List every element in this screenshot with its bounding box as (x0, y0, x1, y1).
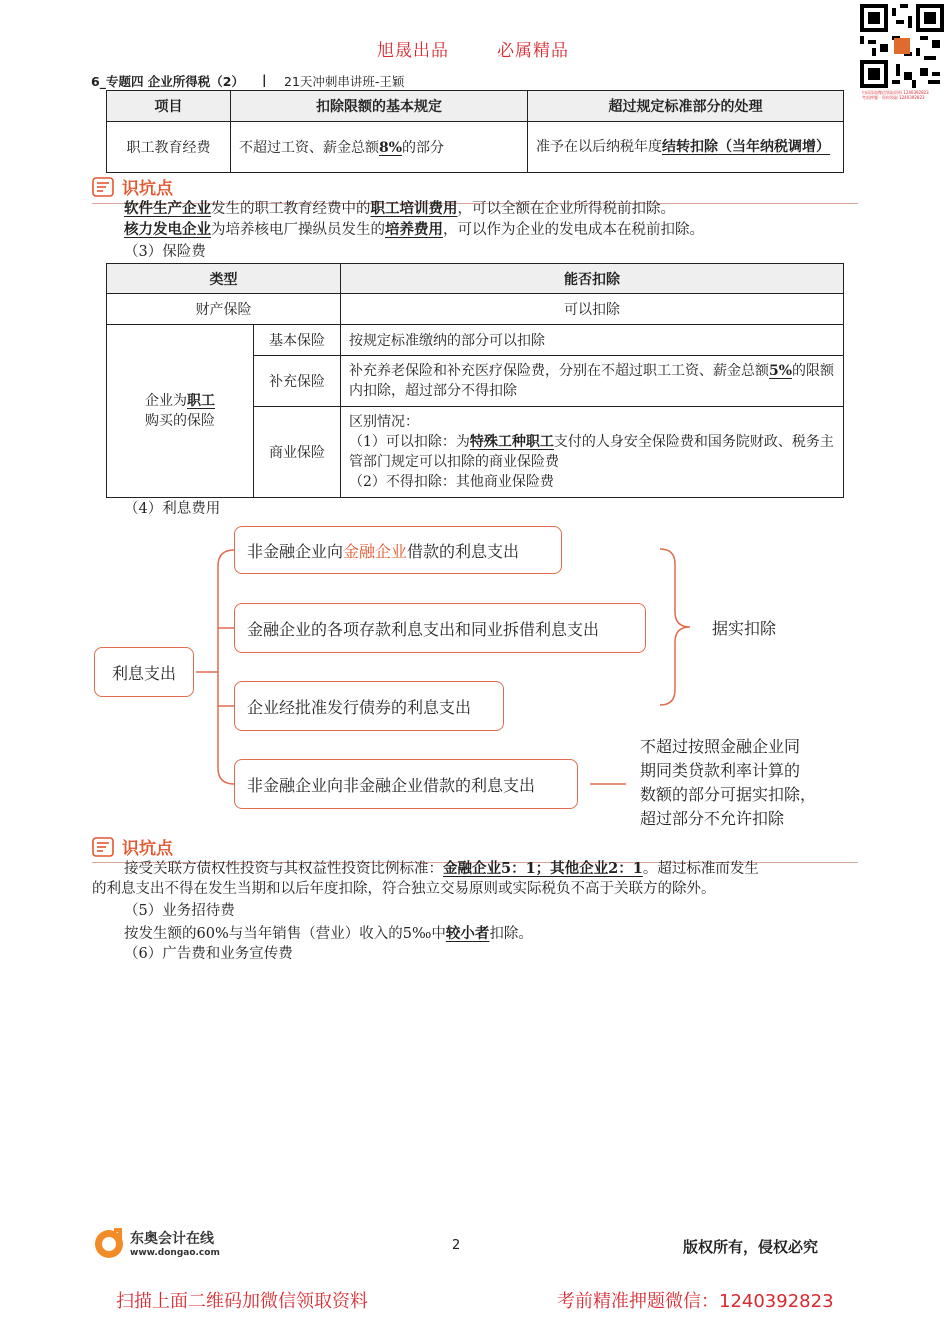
cell-item: 职工教育经费 (107, 122, 231, 173)
cell-property-label: 财产保险 (107, 294, 341, 325)
diagram-item-1: 非金融企业向 金融企业 借款的利息支出 (234, 526, 562, 574)
footer-qr-note: 扫描上面二维码加微信领取资料 (116, 1291, 368, 1312)
footer-wechat: 考前精准押题微信：1240392823 (557, 1291, 834, 1312)
cell-basic-value: 按规定标准缴纳的部分可以扣除 (341, 325, 844, 356)
cell-commercial-value: 区别情况： （1）可以扣除：为特殊工种职工支付的人身安全保险费和国务院财政、税务主管部门规定可以扣除的商业保险费 （2）不得扣除：其他商业保险费 (341, 407, 844, 498)
cell-supplement-value: 补充养老保险和补充医疗保险费，分别在不超过职工工资、薪金总额5%的限额内扣除，超过部分不得扣除 (341, 356, 844, 407)
trap-heading-2: 识坑点 (92, 834, 173, 859)
col-header-excess: 超过规定标准部分的处理 (528, 91, 844, 122)
copyright: 版权所有，侵权必究 (683, 1238, 819, 1256)
brand-right: 必属精品 (497, 41, 569, 61)
section-5-text: 按发生额的60%与当年销售（营业）收入的5‰中较小者扣除。 (124, 925, 533, 942)
page-number: 2 (452, 1238, 461, 1253)
note-icon (92, 837, 114, 857)
chapter-title: 6_专题四 企业所得税（2） (91, 74, 244, 89)
section-6-heading: （6）广告费和业务宣传费 (124, 946, 293, 962)
header-separator: | (262, 72, 267, 87)
diagram-item4-result: 不超过按照金融企业同 期同类贷款利率计算的 数额的部分可据实扣除， 超过部分不允许扣除 (640, 737, 817, 828)
course-title: 21天冲刺串讲班-王颖 (284, 74, 405, 89)
cell-rule: 不超过工资、薪金总额8%的部分 (231, 122, 528, 173)
diagram-item-2: 金融企业的各项存款利息支出和同业拆借利息支出 (234, 603, 646, 653)
cell-handling: 准予在以后纳税年度结转扣除（当年纳税调增） (528, 122, 844, 173)
dongao-logo-icon (92, 1226, 126, 1260)
trap2-line1: 接受关联方债权性投资与其权益性投资比例标准：金融企业5：1；其他企业2：1。超过标准而发生 (124, 860, 759, 877)
trap-heading-1: 识坑点 (92, 174, 173, 199)
dongao-logo: 东奥会计在线 www.dongao.com (92, 1226, 220, 1260)
cell-basic-label: 基本保险 (254, 325, 341, 356)
col-header-limit: 扣除限额的基本规定 (231, 91, 528, 122)
trap1-line1: 软件生产企业发生的职工教育经费中的职工培训费用，可以全额在企业所得税前扣除。 (124, 200, 675, 217)
diagram-group-result: 据实扣除 (712, 619, 777, 638)
cell-supplement-label: 补充保险 (254, 356, 341, 407)
brand-left: 旭晟出品 (377, 41, 449, 61)
trap2-line2: 的利息支出不得在发生当期和以后年度扣除，符合独立交易原则或实际税负不高于关联方的除外。 (92, 881, 716, 897)
cell-commercial-label: 商业保险 (254, 407, 341, 498)
section-3-heading: （3）保险费 (124, 244, 206, 260)
diagram-item-3: 企业经批准发行债券的利息支出 (234, 681, 504, 731)
cell-employee-insurance: 企业为职工 购买的保险 (107, 325, 254, 498)
section-4-heading: （4）利息费用 (124, 501, 221, 517)
section-5-heading: （5）业务招待费 (124, 903, 235, 919)
diagram-root: 利息支出 (94, 647, 194, 697)
diagram-item-4: 非金融企业向非金融企业借款的利息支出 (234, 759, 578, 809)
cell-property-value: 可以扣除 (341, 294, 844, 325)
col-header-deductible: 能否扣除 (341, 264, 844, 294)
col-header-item: 项目 (107, 91, 231, 122)
col-header-type: 类型 (107, 264, 341, 294)
trap1-line2: 核力发电企业为培养核电厂操纵员发生的培养费用，可以作为企业的发电成本在税前扣除。 (124, 221, 704, 238)
qr-caption: 扫码添加微信领取资料 1240392823 考前押题 · 资料领取 1240392823 (862, 90, 929, 100)
